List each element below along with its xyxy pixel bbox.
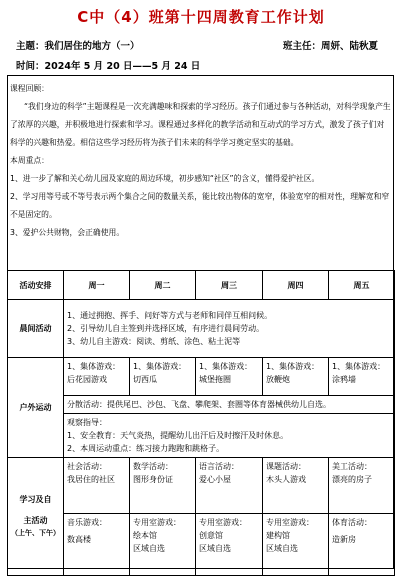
theme-label: 主题： (16, 41, 45, 52)
activity-type: 美工活动： (332, 462, 372, 471)
study-tue (130, 458, 196, 514)
outdoor-game-name: 放鞭炮 (266, 375, 290, 384)
activity-name: 绘本馆 (133, 531, 157, 540)
intro-section (10, 80, 392, 242)
morning-content (64, 300, 395, 358)
study-row-1 (8, 458, 395, 514)
morning-line-1: 1、通过拥抱、挥手、问好等方式与老师和同伴互相问候。 (67, 311, 273, 320)
study-thu (263, 458, 329, 514)
morning-line-3: 3、幼儿自主游戏：阅读、剪纸、涂色、粘土泥等 (67, 337, 241, 346)
focus-point-3: 3、爱护公共财物，会正确使用。 (10, 228, 125, 237)
outdoor-game-thu (263, 358, 329, 396)
activity-name: 木头人游戏 (266, 475, 306, 484)
outdoor-free-play (64, 396, 395, 414)
review-heading: 课程回顾： (10, 84, 49, 93)
notes-heading: 观察指导： (67, 418, 107, 427)
meta-row-time (16, 58, 386, 72)
day-mon: 周一 (64, 271, 130, 300)
activity-note: 区域自选 (133, 544, 165, 553)
teachers (283, 38, 378, 52)
outdoor-game-name: 涂鸦墙 (332, 375, 356, 384)
study-wed (196, 458, 263, 514)
activity-name: 数高楼 (67, 535, 91, 544)
activity-type: 体育活动： (332, 518, 372, 527)
outdoor-notes (64, 414, 395, 458)
study-mon (64, 458, 130, 514)
outdoor-game-fri (329, 358, 395, 396)
study-label-line-3: （上午、下午） (11, 529, 60, 537)
time-label: 时间： (16, 61, 45, 72)
day-fri: 周五 (329, 271, 395, 300)
theme-value: 我们居住的地方（一） (44, 41, 140, 52)
focus-point-2: 2、学习用等号或不等号表示两个集合之间的数量关系，能比较出物体的宽窄，体验宽窄的相对性，理解宽和窄不是固定的。 (10, 192, 390, 219)
activity-name: 图形身份证 (133, 475, 173, 484)
morning-line-2: 2、引导幼儿自主签到并选择区域，有序进行晨间劳动。 (67, 324, 265, 333)
activity-type: 专用室游戏： (133, 518, 181, 527)
activity-note: 区域自选 (199, 544, 231, 553)
outdoor-game-tue (130, 358, 196, 396)
activity-type: 音乐游戏： (67, 518, 107, 527)
study-fri (329, 458, 395, 514)
outdoor-label: 户外运动 (8, 358, 64, 458)
activity-type: 专用室游戏： (199, 518, 247, 527)
outdoor-game-wed (196, 358, 263, 396)
day-thu: 周四 (263, 271, 329, 300)
activity-name: 我居住的社区 (67, 475, 115, 484)
morning-row (8, 300, 395, 358)
notes-line-2: 2、本周运动重点：练习接力跑跑和跳格子。 (67, 444, 225, 453)
outdoor-game-mon (64, 358, 130, 396)
review-text: “我们身边的科学”主题课程是一次充满趣味和探索的学习经历。孩子们通过参与各种活动，对科学现象产生了浓厚的兴趣，并积极地进行探索和学习。课程通过多样化的教学活动和互动式的学习方式，激发了孩子们对科学的兴趣和热爱。相信这些学习经历将为孩子们未来的科学学习奠定坚实的基础。 (10, 102, 391, 147)
outdoor-game-type: 1、集体游戏： (199, 362, 253, 371)
study2-tue (130, 514, 196, 576)
notes-line-1: 1、安全教育：天气炎热，提醒幼儿出汗后及时擦汗及时休息。 (67, 431, 289, 440)
outdoor-free-row (8, 396, 395, 414)
time-value: 2024年 5 月 20 日——5 月 24 日 (44, 61, 201, 72)
activity-name: 创意馆 (199, 531, 223, 540)
activity-name: 漂亮的房子 (332, 475, 372, 484)
activity-name: 建构馆 (266, 531, 290, 540)
study2-wed (196, 514, 263, 576)
study2-mon (64, 514, 130, 576)
activity-type: 语言活动： (199, 462, 239, 471)
day-tue: 周二 (130, 271, 196, 300)
outdoor-game-name: 切西瓜 (133, 375, 157, 384)
study2-thu (263, 514, 329, 576)
focus-heading: 本周重点： (10, 156, 49, 165)
table-header-row (8, 271, 395, 300)
outdoor-games-row (8, 358, 395, 396)
focus-point-1: 1、进一步了解和关心幼儿园及家庭的周边环境，初步感知“社区”的含义，懂得爱护社区。 (10, 174, 320, 183)
outdoor-game-type: 1、集体游戏： (133, 362, 187, 371)
activity-name: 造新房 (332, 535, 356, 544)
activity-type: 社会活动： (67, 462, 107, 471)
outdoor-game-type: 1、集体游戏： (332, 362, 386, 371)
activity-type: 数学活动： (133, 462, 173, 471)
outdoor-game-name: 后花园游戏 (67, 375, 107, 384)
activity-type: 课题活动： (266, 462, 306, 471)
study-row-2 (8, 514, 395, 576)
study-label-line-1: 学习及自 (19, 495, 52, 504)
study-label (8, 458, 64, 576)
outdoor-game-type: 1、集体游戏： (67, 362, 121, 371)
outdoor-notes-row (8, 414, 395, 458)
page-title: C中（4）班第十四周教育工作计划 (77, 8, 325, 26)
morning-label: 晨间活动 (8, 300, 64, 358)
teachers-value: 周妍、陆秋夏 (320, 41, 378, 52)
teachers-label: 班主任： (282, 41, 321, 52)
activity-type: 专用室游戏： (266, 518, 314, 527)
activity-note: 区域自选 (266, 544, 298, 553)
study-label-line-2: 主活动 (23, 516, 48, 525)
schedule-table (7, 270, 395, 576)
corner-cell: 活动安排 (8, 271, 64, 300)
meta-row-theme (16, 38, 386, 52)
activity-name: 爱心小屋 (199, 475, 231, 484)
free-play-text: 分散活动：提供尾巴、沙包、飞盘、攀爬架、套圈等体育器械供幼儿自选。 (67, 400, 331, 409)
outdoor-game-name: 城堡拖圈 (199, 375, 231, 384)
day-wed: 周三 (196, 271, 263, 300)
study2-fri (329, 514, 395, 576)
outdoor-game-type: 1、集体游戏： (266, 362, 320, 371)
